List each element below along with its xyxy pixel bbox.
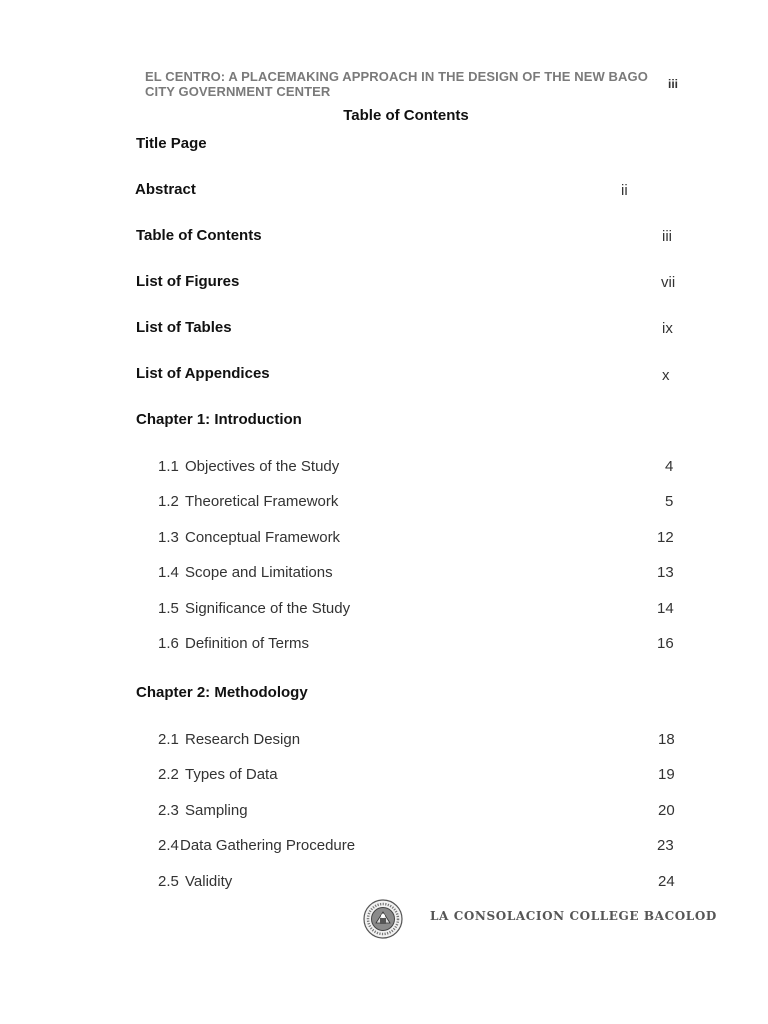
toc-section-page: 4: [665, 458, 674, 475]
toc-section-number: 1.1: [158, 458, 179, 475]
header-title-line-2: CITY GOVERNMENT CENTER: [145, 84, 331, 99]
toc-section-number: 1.4: [158, 564, 179, 581]
toc-section-page: 23: [657, 837, 674, 854]
toc-section-page: 5: [665, 493, 674, 510]
header-page-number: iii: [668, 77, 679, 91]
toc-section-number: 1.6: [158, 635, 179, 652]
college-seal-icon: [363, 899, 403, 939]
toc-section-label: Conceptual Framework: [185, 529, 341, 546]
toc-section-label: Sampling: [185, 802, 248, 819]
toc-section-label: Research Design: [185, 731, 301, 748]
toc-section-page: 16: [657, 635, 674, 652]
toc-section-page: 24: [658, 873, 675, 890]
toc-page-table-of-contents: iii: [662, 228, 672, 245]
toc-section-page: 14: [657, 600, 674, 617]
toc-section-label: Significance of the Study: [185, 600, 351, 617]
toc-heading: Table of Contents: [343, 107, 469, 124]
toc-chapter-1-title: Chapter 1: Introduction: [136, 411, 302, 428]
toc-chapter-2-title: Chapter 2: Methodology: [136, 684, 308, 701]
toc-page-list-of-tables: ix: [662, 320, 673, 337]
toc-section-number: 2.2: [158, 766, 179, 783]
toc-section-label: Types of Data: [185, 766, 278, 783]
toc-section-number: 2.5: [158, 873, 179, 890]
toc-section-number: 1.5: [158, 600, 179, 617]
toc-entry-table-of-contents: Table of Contents: [136, 227, 262, 244]
document-header-title: [145, 69, 648, 99]
toc-entry-title-page: Title Page: [136, 135, 207, 152]
toc-section-number: 2.1: [158, 731, 179, 748]
toc-section-page: 18: [658, 731, 675, 748]
toc-section-label: Theoretical Framework: [185, 493, 339, 510]
toc-section-label: Scope and Limitations: [185, 564, 333, 581]
toc-section-label: Definition of Terms: [185, 635, 309, 652]
toc-section-page: 19: [658, 766, 675, 783]
toc-section-number: 1.3: [158, 529, 179, 546]
header-title-line-1: EL CENTRO: A PLACEMAKING APPROACH IN THE DESIGN OF THE NEW BAGO: [145, 69, 648, 84]
toc-section-label: Objectives of the Study: [185, 458, 340, 475]
toc-section-page: 13: [657, 564, 674, 581]
toc-page-list-of-appendices: x: [662, 367, 670, 384]
toc-entry-list-of-appendices: List of Appendices: [136, 365, 270, 382]
toc-section-number: 1.2: [158, 493, 179, 510]
toc-section-page: 12: [657, 529, 674, 546]
footer-institution-name: LA CONSOLACION COLLEGE BACOLOD: [430, 909, 717, 923]
toc-section-number: 2.3: [158, 802, 179, 819]
toc-section-label: Data Gathering Procedure: [180, 837, 356, 854]
toc-entry-list-of-figures: List of Figures: [136, 273, 240, 290]
toc-page-list-of-figures: vii: [661, 274, 676, 291]
toc-entry-list-of-tables: List of Tables: [136, 319, 232, 336]
toc-entry-abstract: Abstract: [135, 181, 196, 198]
toc-section-label: Validity: [185, 873, 233, 890]
toc-page-abstract: ii: [621, 182, 628, 199]
toc-section-page: 20: [658, 802, 675, 819]
toc-section-number: 2.4: [158, 837, 179, 854]
